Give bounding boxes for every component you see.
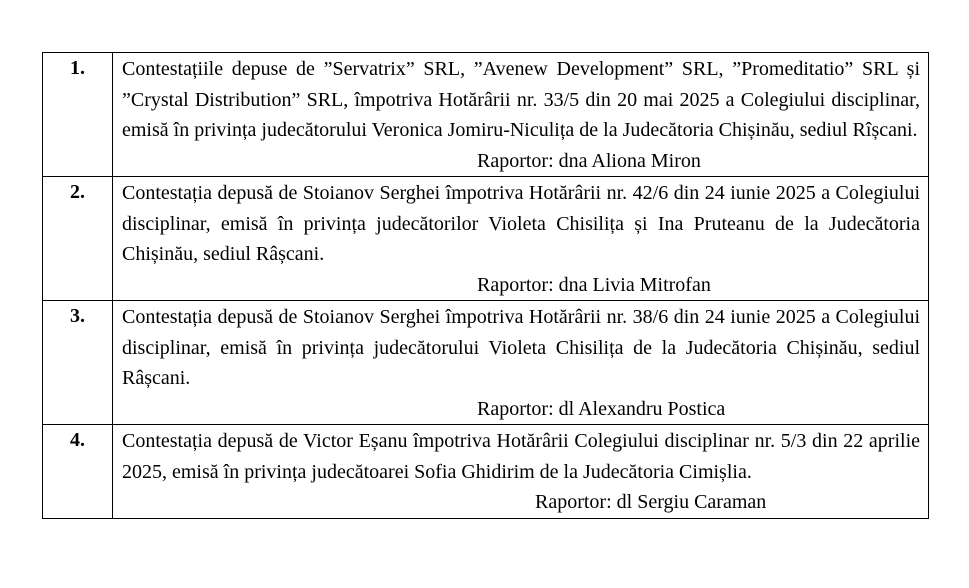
item-number: 3. xyxy=(43,301,113,425)
item-text: Contestația depusă de Stoianov Serghei împotriva Hotărârii nr. 38/6 din 24 iunie 2025 a Colegiului disciplinar, emisă în privința judecătorului Violeta Chisilița de la Judecătoria Chișinău, sediul Râșcani. xyxy=(122,306,920,389)
rapporteur-line: Raportor: dna Livia Mitrofan xyxy=(477,273,711,296)
item-number: 1. xyxy=(43,53,113,177)
item-body xyxy=(113,53,929,177)
rapporteur-line: Raportor: dl Sergiu Caraman xyxy=(535,491,767,513)
item-body xyxy=(113,177,929,301)
item-body xyxy=(113,425,929,519)
table-row xyxy=(43,301,929,425)
item-text: Contestațiile depuse de ”Servatrix” SRL, ”Avenew Development” SRL, ”Promeditatio” SRL și ”Crystal Distribution” SRL, împotriva Hotărârii nr. 33/5 din 20 mai 2025 a Colegiului disciplinar, emisă în privința judecătorului Veronica Jomiru-Niculița de la Judecătoria Chișinău, sediul Rîșcani. xyxy=(122,58,920,141)
item-text: Contestația depusă de Stoianov Serghei împotriva Hotărârii nr. 42/6 din 24 iunie 2025 a Colegiului disciplinar, emisă în privința judecătorilor Violeta Chisilița și Ina Pruteanu de la Judecătoria Chișinău, sediul Râșcani. xyxy=(122,182,920,265)
table-row xyxy=(43,53,929,177)
table-row xyxy=(43,425,929,519)
item-number: 4. xyxy=(43,425,113,519)
agenda-table xyxy=(42,52,929,519)
item-number: 2. xyxy=(43,177,113,301)
rapporteur-line: Raportor: dna Aliona Miron xyxy=(477,149,701,172)
rapporteur-line: Raportor: dl Alexandru Postica xyxy=(477,397,726,420)
table-row xyxy=(43,177,929,301)
item-body xyxy=(113,301,929,425)
item-text: Contestația depusă de Victor Eșanu împotriva Hotărârii Colegiului disciplinar nr. 5/3 din 22 aprilie 2025, emisă în privința judecătoarei Sofia Ghidirim de la Judecătoria Cimișlia. xyxy=(122,430,920,483)
